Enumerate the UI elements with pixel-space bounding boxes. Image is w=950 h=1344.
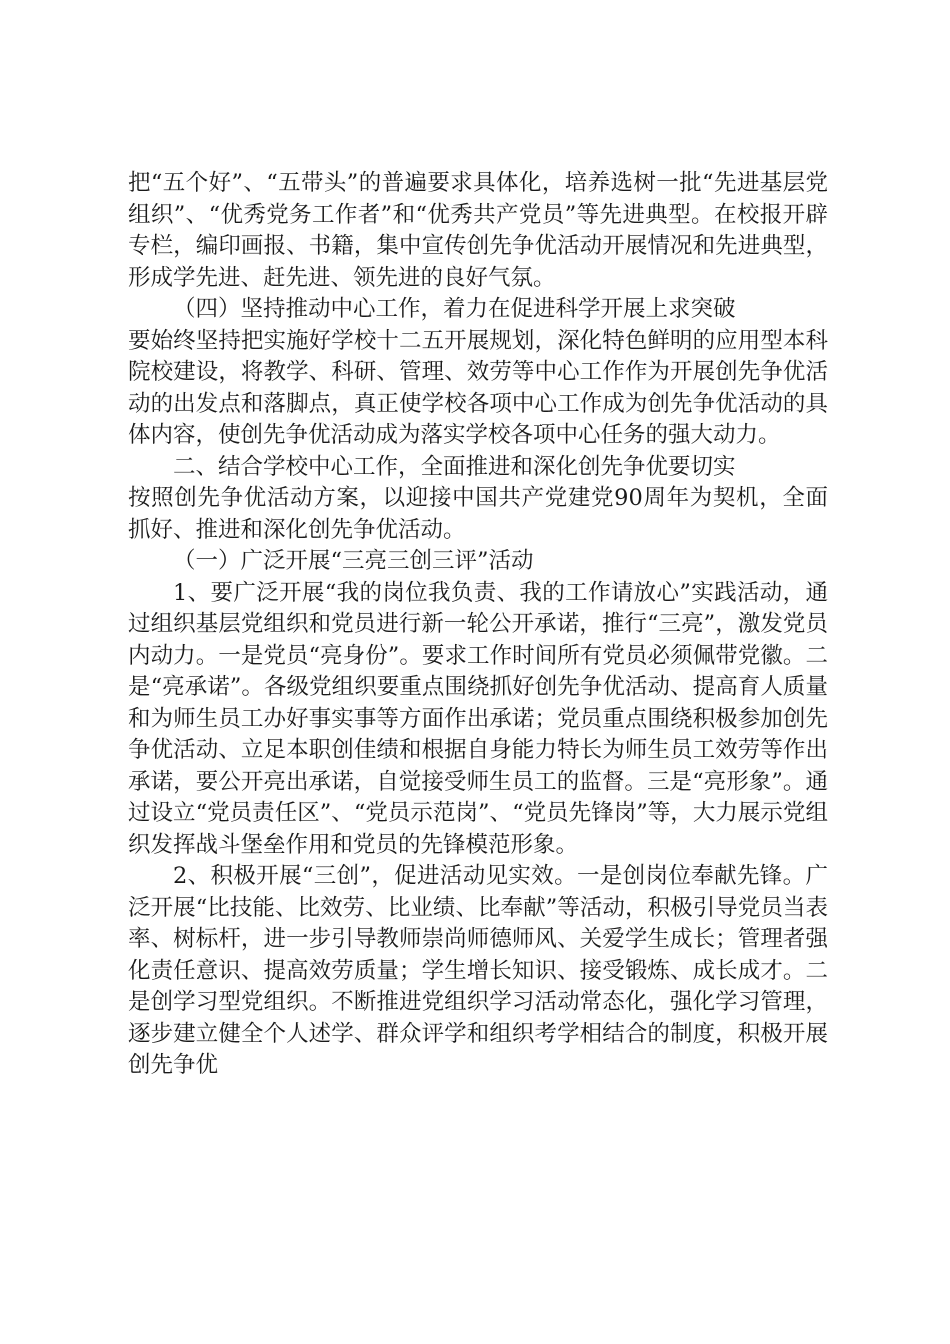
paragraph-8: 2、积极开展“三创”，促进活动见实效。一是创岗位奉献先锋。广泛开展“比技能、比效劳、比业绩、比奉献”等活动，积极引导党员当表率、树标杆，进一步引导教师崇尚师德师风、关爱学生成长；管理者强化责任意识、提高效劳质量；学生增长知识、接受锻炼、成长成才。二是创学习型党组织。不断推进党组织学习活动常态化，强化学习管理，逐步建立健全个人述学、群众评学和组织考学相结合的制度，积极开展创先争优 [128,863,828,1078]
subsection-heading-1: （一）广泛开展“三亮三创三评”活动 [173,548,534,574]
paragraph-5: 按照创先争优活动方案，以迎接中国共产党建党90周年为契机，全面抓好、推进和深化创先争优活动。 [128,485,828,543]
section-heading-4: （四）坚持推动中心工作，着力在促进科学开展上求突破 [173,296,736,322]
document-page [128,168,828,1082]
paragraph-3: 要始终坚持把实施好学校十二五开展规划，深化特色鲜明的应用型本科院校建设，将教学、科研、管理、效劳等中心工作作为开展创先争优活动的出发点和落脚点，真正使学校各项中心工作成为创先争优活动的具体内容，使创先争优活动成为落实学校各项中心任务的强大动力。 [128,327,828,448]
section-heading-2: 二、结合学校中心工作，全面推进和深化创先争优要切实 [173,453,736,480]
paragraph-7: 1、要广泛开展“我的岗位我负责、我的工作请放心”实践活动，通过组织基层党组织和党员进行新一轮公开承诺，推行“三亮”，激发党员内动力。一是党员“亮身份”。要求工作时间所有党员必须佩带党徽。二是“亮承诺”。各级党组织要重点围绕抓好创先争优活动、提高育人质量和为师生员工办好事实事等方面作出承诺；党员重点围绕积极参加创先争优活动、立足本职创佳绩和根据自身能力特长为师生员工效劳等作出承诺，要公开亮出承诺，自觉接受师生员工的监督。三是“亮形象”。通过设立“党员责任区”、“党员示范岗”、“党员先锋岗”等，大力展示党组织发挥战斗堡垒作用和党员的先锋模范形象。 [128,579,828,858]
paragraph-1: 把“五个好”、“五带头”的普遍要求具体化，培养选树一批“先进基层党组织”、“优秀党务工作者”和“优秀共产党员”等先进典型。在校报开辟专栏，编印画报、书籍，集中宣传创先争优活动开展情况和先进典型，形成学先进、赶先进、领先进的良好气氛。 [128,170,828,291]
